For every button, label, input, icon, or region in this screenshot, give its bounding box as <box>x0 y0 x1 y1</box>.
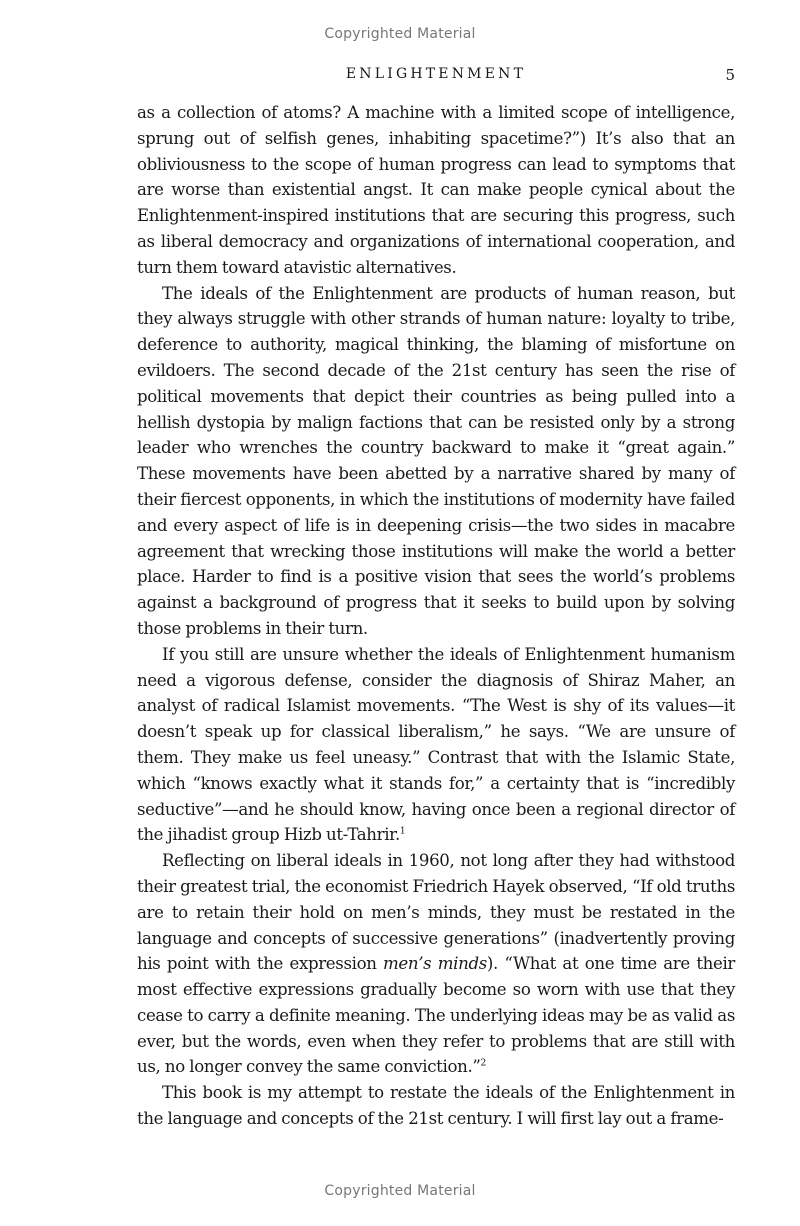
chapter-title: ENLIGHTENMENT <box>345 66 527 82</box>
running-head <box>137 66 735 88</box>
footnote-marker-1: 1 <box>399 826 406 837</box>
page-number: 5 <box>725 66 735 84</box>
paragraph-3 <box>137 642 735 848</box>
paragraph-5: This book is my attempt to restate the ideals of the Enlightenment in the language and concepts of the 21st century. I will first lay out a frame- <box>137 1083 735 1129</box>
copyright-watermark-top: Copyrighted Material <box>324 26 476 42</box>
paragraph-4 <box>137 848 735 1080</box>
paragraph-2: The ideals of the Enlightenment are products of human reason, but they always struggle with other strands of human nature: loyalty to tribe, deference to authority, magical thinking, the blaming of misfortune on evildoers. The second decade of the 21st century has seen the rise of political movements that depict their countries as being pulled into a hellish dystopia by malign factions that can be resisted only by a strong leader who wrenches the country backward to make it “great again.” These movements have been abetted by a narrative shared by many of their fiercest opponents, in which the institutions of modernity have failed and every aspect of life is in deepening crisis—the two sides in macabre agreement that wrecking those institutions will make the world a better place. Harder to find is a positive vision that sees the world’s problems against a background of progress that it seeks to build upon by solving those problems in their turn. <box>137 283 735 638</box>
paragraph-1: as a collection of atoms? A machine with a limited scope of intelligence, sprung out of selfish genes, inhabiting spacetime?”) It’s also that an obliviousness to the scope of human progress can lead to symptoms that are worse than existential angst. It can make people cynical about the Enlightenment-inspired institutions that are securing this progress, such as liberal democracy and organizations of international cooperation, and turn them toward atavistic alternatives. <box>137 103 735 277</box>
paragraph-4-emphasis: men’s minds <box>383 954 487 974</box>
copyright-watermark-bottom: Copyrighted Material <box>324 1183 476 1199</box>
paragraph-4-text-start: Reflecting on liberal ideals in 1960, not long after they had withstood their greatest trial, the economist Friedrich Hayek observed, “If old truths are to retain their hold on men’s minds, they must be restated in the language and concepts of successive generations” (inadvertently proving his point with the expression <box>137 851 735 974</box>
body-text <box>137 100 735 1132</box>
paragraph-4-text-end: ). “What at one time are their most effective expressions gradually become so worn with use that they cease to carry a definite meaning. The underlying ideas may be as valid as ever, but the words, even when they refer to problems that are still with us, no longer convey the same conviction.” <box>137 954 735 1077</box>
paragraph-3-text: If you still are unsure whether the ideals of Enlightenment humanism need a vigorous defense, consider the diagnosis of Shiraz Maher, an analyst of radical Islamist movements. “The West is shy of its values—it doesn’t speak up for classical liberalism,” he says. “We are unsure of them. They make us feel uneasy.” Contrast that with the Islamic State, which “knows exactly what it stands for,” a certainty that is “incredibly seductive”—and he should know, having once been a regional director of the jihadist group Hizb ut-Tahrir. <box>137 644 735 845</box>
footnote-marker-2: 2 <box>480 1058 486 1069</box>
